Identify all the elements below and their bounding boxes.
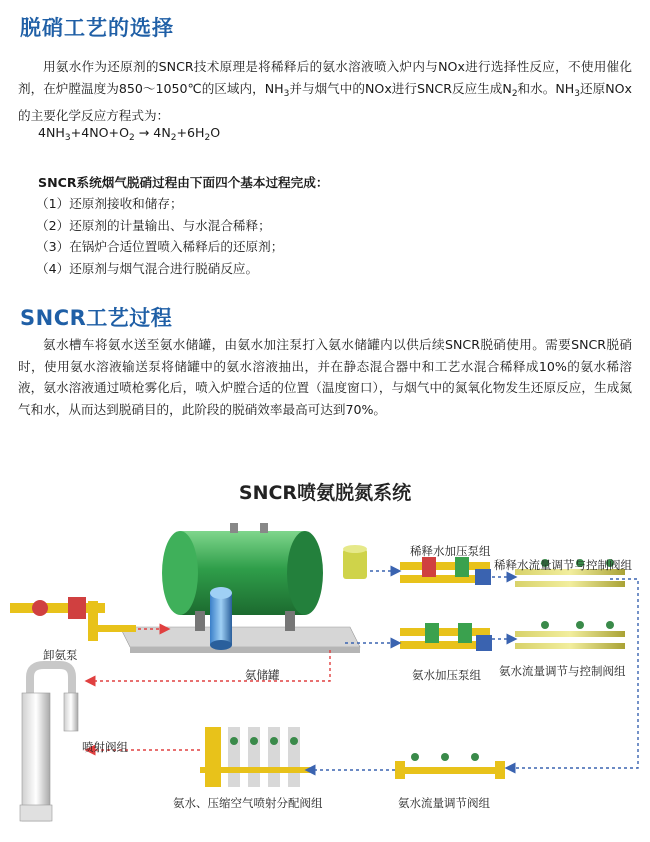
label-injection-valve: 喷射阀组 <box>82 740 128 754</box>
label-dilution-flow: 稀释水流量调节与控制阀组 <box>494 558 632 572</box>
distribution-valve-group <box>200 727 310 787</box>
eq-text: O <box>210 125 221 140</box>
subscript: 2 <box>511 88 518 99</box>
subscript: 2 <box>129 133 135 143</box>
step-item: （4）还原剂与烟气混合进行脱硝反应。 <box>36 260 259 276</box>
reaction-equation <box>38 125 220 143</box>
label-distribution: 氨水、压缩空气喷射分配阀组 <box>173 796 323 810</box>
eq-text: +6H <box>176 125 205 140</box>
eq-text: 4NH <box>38 125 65 140</box>
section-title-process: SNCR工艺过程 <box>20 306 173 330</box>
blue-vessel <box>210 587 232 650</box>
small-yellow-drum <box>343 545 367 579</box>
step-item: （2）还原剂的计量输出、与水混合稀释； <box>36 217 271 233</box>
unload-pump-assembly <box>10 597 136 641</box>
subscript: 3 <box>64 133 71 143</box>
tank-platform <box>120 627 360 653</box>
step-item: （3）在锅炉合适位置喷入稀释后的还原剂； <box>36 239 284 255</box>
label-unload-pump: 卸氨泵 <box>43 648 78 662</box>
label-ammonia-flow-ctrl: 氨水流量调节与控制阀组 <box>499 664 626 678</box>
label-ammonia-pump: 氨水加压泵组 <box>412 668 481 682</box>
ammonia-flow-valve-group <box>395 753 505 779</box>
steps-list <box>36 193 283 279</box>
subscript: 2 <box>170 133 177 143</box>
para-text: 和水。NH <box>517 80 575 96</box>
step-item: （1）还原剂接收和储存； <box>36 196 183 211</box>
injection-lance <box>20 665 78 821</box>
ammonia-flow-ctrl-valve-group <box>515 621 625 649</box>
para-text: 用氨水作为还原剂的SNCR技术原理是将稀释后的氨水溶液喷入炉内与NOx进行选择性反应，不使用催化剂，在炉膛温度为850～1050℃的区域内，NH <box>18 59 632 96</box>
eq-text: +4NO+O <box>70 125 130 140</box>
subscript: 3 <box>574 88 580 99</box>
principle-paragraph <box>18 56 632 127</box>
subscript: 3 <box>283 88 290 99</box>
ammonia-pump-group <box>400 623 492 651</box>
ammonia-storage-tank <box>162 523 323 631</box>
eq-text: → 4N <box>134 125 171 140</box>
para-text: 还原NOx的主要化学反应方程式为： <box>18 80 633 123</box>
label-ammonia-flow: 氨水流量调节阀组 <box>398 796 490 810</box>
dilution-pump-group <box>400 557 491 585</box>
label-dilution-pump: 稀释水加压泵组 <box>410 544 491 558</box>
steps-title: SNCR系统烟气脱硝过程由下面四个基本过程完成： <box>38 175 329 190</box>
section-title-selection: 脱硝工艺的选择 <box>20 16 174 40</box>
para-text: 并与烟气中的NOx进行SNCR反应生成N <box>289 80 512 96</box>
diagram-title: SNCR喷氨脱氮系统 <box>238 482 412 504</box>
subscript: 2 <box>204 133 211 143</box>
label-storage-tank: 氨储罐 <box>245 668 280 682</box>
process-paragraph: 氨水槽车将氨水送至氨水储罐，由氨水加注泵打入氨水储罐内以供后续SNCR脱硝使用。需要SNCR脱硝时，使用氨水溶液输送泵将储罐中的氨水溶液抽出，并在静态混合器中和工艺水混合稀释成10%的氨水稀溶液，氨水溶液通过喷枪雾化后，喷入炉膛合适的位置（温度窗口），与烟气中的氮氧化物发生还原反应，生成氮气和水，从而达到脱硝目的，此阶段的脱硝效率最高可达到70%。 <box>18 337 632 417</box>
